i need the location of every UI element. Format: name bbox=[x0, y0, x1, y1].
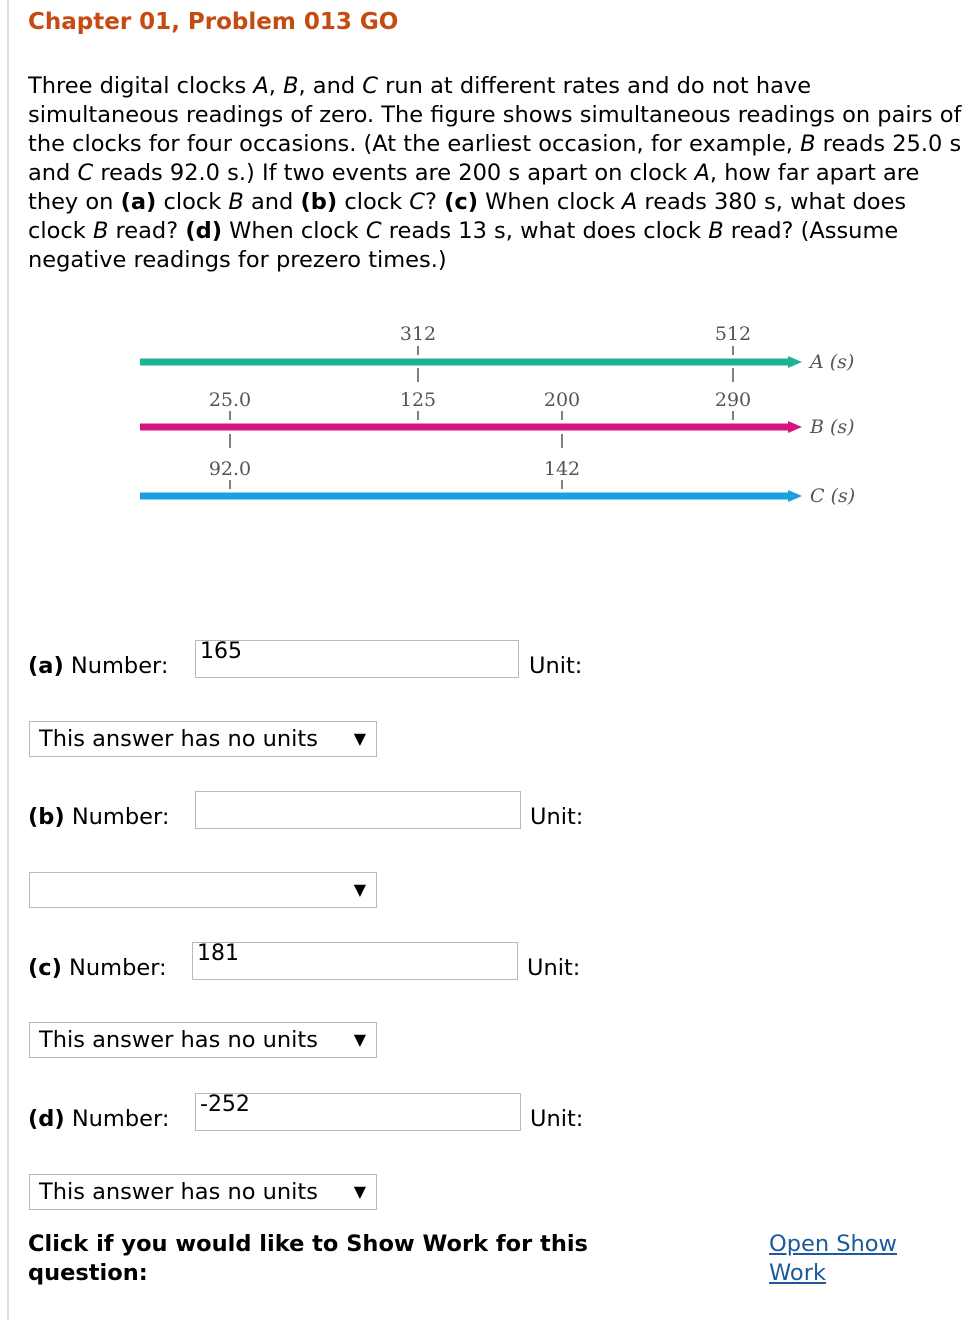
clock-b-reading-3: 200 bbox=[543, 389, 581, 411]
part-d-unit-select[interactable]: This answer has no units ▼ bbox=[29, 1174, 377, 1210]
left-border bbox=[7, 0, 9, 1320]
clock-c-reading-2: 142 bbox=[543, 458, 581, 480]
part-b-unit-label: Unit: bbox=[530, 804, 584, 830]
open-show-work-link[interactable]: Open Show Work bbox=[769, 1231, 897, 1286]
clock-b-reading-2: 125 bbox=[399, 389, 437, 411]
clocks-figure bbox=[120, 310, 880, 520]
part-d-number-input[interactable]: -252 bbox=[195, 1093, 521, 1131]
part-c-number-input[interactable]: 181 bbox=[192, 942, 518, 980]
part-a-number-input[interactable]: 165 bbox=[195, 640, 519, 678]
part-b-number-input[interactable] bbox=[195, 791, 521, 829]
clock-a-label: A (s) bbox=[810, 351, 855, 373]
part-d-label: (d) Number: bbox=[28, 1106, 170, 1132]
chevron-down-icon: ▼ bbox=[353, 729, 366, 748]
clock-b-arrowhead bbox=[788, 421, 802, 433]
part-b-label: (b) Number: bbox=[28, 804, 170, 830]
problem-title: Chapter 01, Problem 013 GO bbox=[28, 9, 399, 35]
show-work-prompt: Click if you would like to Show Work for this question: bbox=[28, 1231, 588, 1286]
clock-a-reading-1: 312 bbox=[399, 323, 437, 345]
part-c-unit-label: Unit: bbox=[527, 955, 581, 981]
clock-c-reading-1: 92.0 bbox=[208, 458, 252, 480]
clock-a-reading-2: 512 bbox=[714, 323, 752, 345]
clock-b-label: B (s) bbox=[810, 416, 855, 438]
clock-b-reading-4: 290 bbox=[714, 389, 752, 411]
chevron-down-icon: ▼ bbox=[353, 1030, 366, 1049]
clock-b-reading-1: 25.0 bbox=[208, 389, 252, 411]
clock-c-arrowhead bbox=[788, 490, 802, 502]
part-a-label: (a) Number: bbox=[28, 653, 169, 679]
clock-a-arrowhead bbox=[788, 356, 802, 368]
part-b-unit-select[interactable] bbox=[29, 872, 377, 908]
part-c-unit-select[interactable]: This answer has no units ▼ bbox=[29, 1022, 377, 1058]
chevron-down-icon: ▼ bbox=[353, 880, 366, 899]
chevron-down-icon: ▼ bbox=[353, 1182, 366, 1201]
part-a-unit-label: Unit: bbox=[529, 653, 583, 679]
part-d-unit-label: Unit: bbox=[530, 1106, 584, 1132]
clock-c-label: C (s) bbox=[810, 485, 856, 507]
part-a-unit-select[interactable]: This answer has no units ▼ bbox=[29, 721, 377, 757]
part-c-label: (c) Number: bbox=[28, 955, 167, 981]
problem-text: Three digital clocks A, B, and C run at different rates and do not have simultaneous readings of zero. The figure shows simultaneous readings on pairs of the clocks for four occasions. (At the earliest occasion, for example, B reads 25.0 s and C reads 92.0 s.) If two events are 200 s apart on clock A, how far apart are they on (a) clock B and (b) clock C? (c) When clock A reads 380 s, what does clock B read? (d) When clock C reads 13 s, what does clock B read? (Assume negative readings for prezero times.) bbox=[28, 73, 962, 273]
